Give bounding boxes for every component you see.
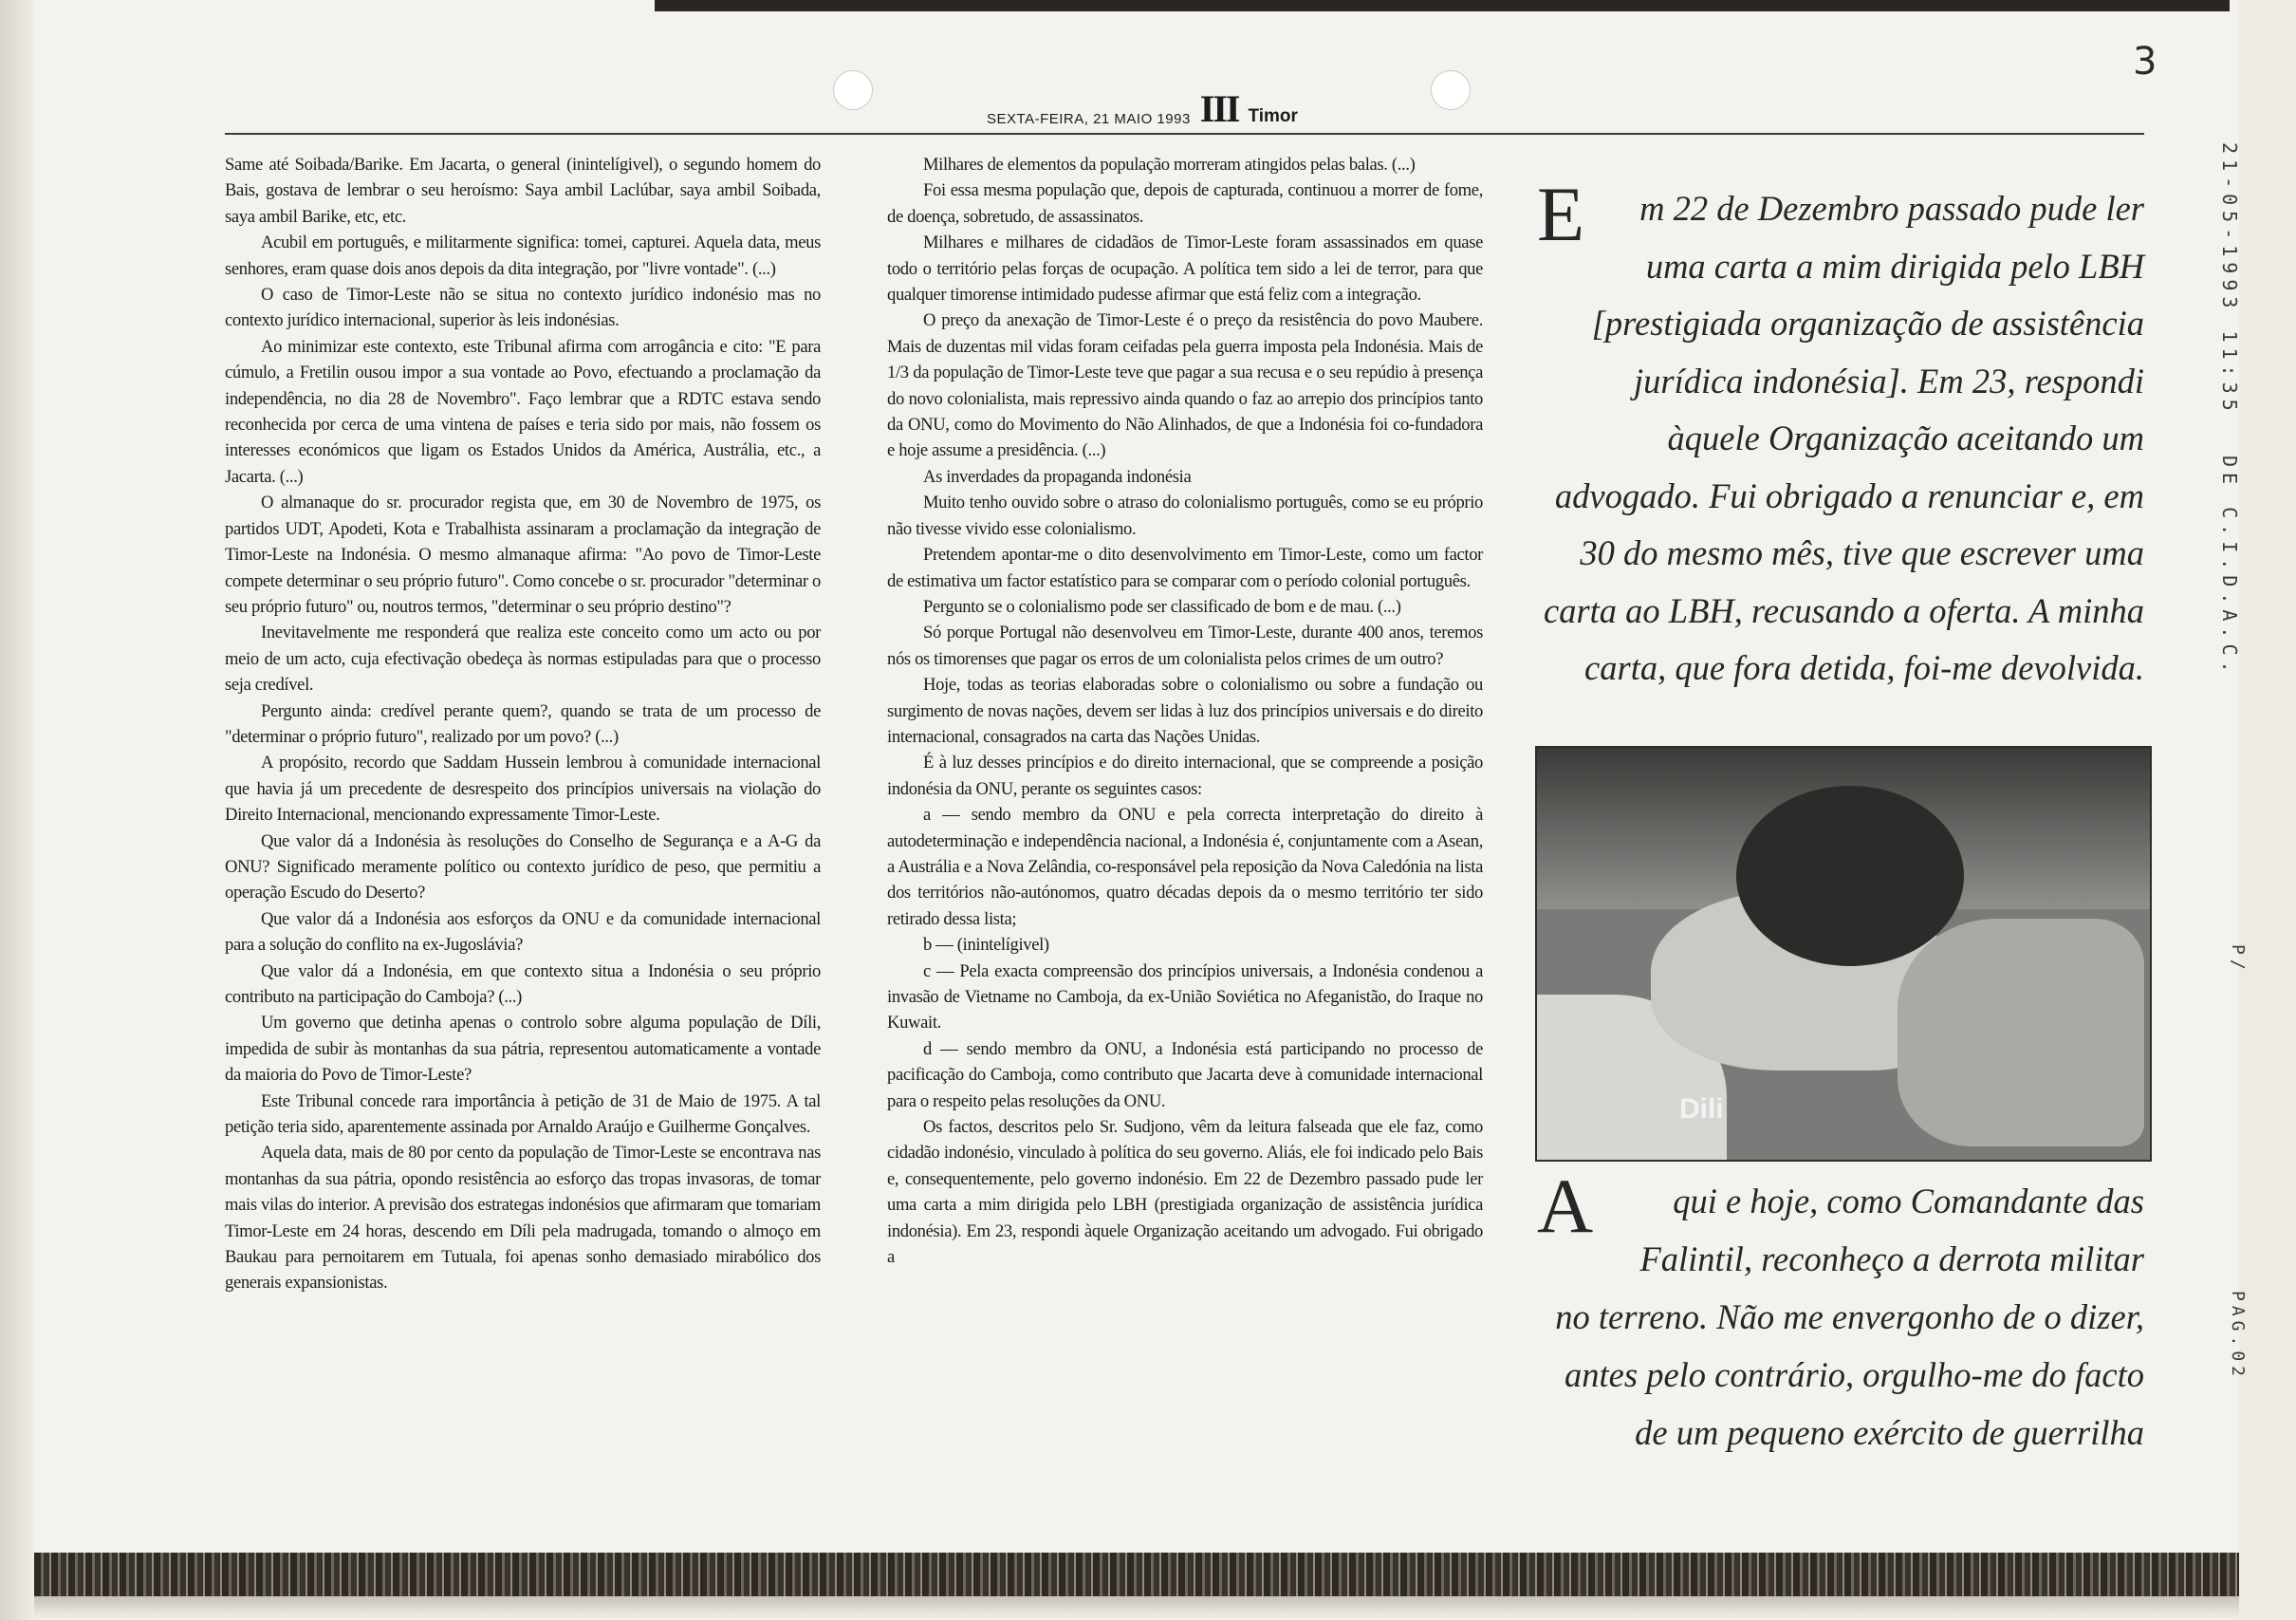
paragraph: Só porque Portugal não desenvolveu em Timor-Leste, durante 400 anos, teremos nós os timorenses que pagar os erros de um colonialista pelos crimes de um outro?	[887, 623, 1483, 669]
paragraph: Same até Soibada/Barike. Em Jacarta, o general (inintelígivel), o segundo homem do Bais, gostava de lembrar o seu heroísmo: Saya ambil Laclúbar, saya ambil Soibada, saya ambil Barike, etc, etc.	[225, 155, 821, 227]
page-header	[987, 87, 1298, 130]
paragraph: Pretendem apontar-me o dito desenvolvimento em Timor-Leste, como um factor de estimativa um factor estatístico para se comparar com o período colonial português.	[887, 545, 1483, 591]
paragraph: Este Tribunal concede rara importância à petição de 31 de Maio de 1975. A tal petição teria sido, aparentemente assinada por Arnaldo Araújo e Guilherme Gonçalves.	[225, 1090, 821, 1138]
paragraph: b — (inintelígivel)	[923, 935, 1049, 956]
paragraph: Que valor dá a Indonésia às resoluções do Conselho de Segurança e a A-G da ONU? Significado meramente político ou contexto jurídico de peso, que permitiu a operação Escudo do Deserto?	[225, 830, 821, 903]
paragraph: Acubil em português, e militarmente significa: tomei, capturei. Aquela data, meus senhores, eram quase dois anos depois da dita integração, por "livre vontade". (...)	[225, 233, 821, 279]
paragraph: Hoje, todas as teorias elaboradas sobre o colonialismo ou sobre a fundação ou surgimento de novas nações, devem ser lidas à luz dos princípios universais e do direito internacional, consagrados na carta das Nações Unidas.	[887, 675, 1483, 747]
top-scan-bar	[655, 0, 2230, 11]
fax-timestamp: 21-05-1993 11:35	[2218, 142, 2241, 417]
punch-hole-right	[1431, 70, 1471, 110]
article-column-2	[887, 152, 1483, 1270]
paragraph: Que valor dá a Indonésia aos esforços da ONU e da comunidade internacional para a solução do conflito na ex-Jugoslávia?	[225, 908, 821, 956]
paragraph: Um governo que detinha apenas o controlo sobre alguma população de Díli, impedida de subir às montanhas da sua pátria, representou automaticamente a vontade da maioria do Povo de Timor-Leste?	[225, 1013, 821, 1086]
pull-quote-text: qui e hoje, como Comandante das Falintil, reconheço a derrota militar no terreno. Não me envergonho de o dizer, antes pelo contrário, orgulho-me do facto de um pequeno exército de guerrilha	[1555, 1182, 2144, 1452]
paragraph: Milhares e milhares de cidadãos de Timor-Leste foram assassinados em quase todo o território pelas forças de ocupação. A política tem sido a lei de terror, para que qualquer timorense intimidado pudesse afirmar que está feliz com a integração.	[887, 233, 1483, 306]
fax-mark: P/	[2228, 944, 2248, 975]
dropcap: E	[1537, 171, 1585, 257]
news-photo	[1535, 746, 2152, 1162]
header-rule	[225, 133, 2144, 135]
paragraph: Inevitavelmente me responderá que realiza este conceito como um acto ou por meio de um acto, cuja efectivação obedeça às normas estipuladas para que o processo seja credível.	[225, 623, 821, 696]
photo-figure	[1898, 919, 2144, 1146]
paragraph: Milhares de elementos da população morreram atingidos pelas balas. (...)	[923, 155, 1416, 175]
paragraph: Que valor dá a Indonésia, em que contexto situa a Indonésia o seu próprio contributo na participação do Camboja? (...)	[225, 960, 821, 1007]
bottom-scan-band	[34, 1553, 2239, 1596]
page-left-edge	[0, 0, 34, 1620]
article-column-1	[225, 152, 821, 1296]
pull-quote-text: m 22 de Dezembro passado pude ler uma carta a mim dirigida pelo LBH [prestigiada organização de assistência jurídica indonésia]. Em 23, respondi àquele Organização aceitando um advogado. Fui obrigado a renunciar e, em 30 do mesmo mês, tive que escrever uma carta ao LBH, recusando a oferta. A minha carta, que fora detida, foi-me devolvida.	[1544, 189, 2144, 687]
paragraph: Os factos, descritos pelo Sr. Sudjono, vêm da leitura falseada que ele faz, como cidadão indonésio, vinculado à política do seu governo. Aliás, ele foi indicado pelo Bais e, consequentemente, pelo governo indonésio. Em 22 de Dezembro passado pude ler uma carta a mim dirigida pelo LBH (prestigiada organização de assistência jurídica indonésia). Em 23, respondi àquele Organização aceitando um advogado. Fui obrigado a	[887, 1117, 1483, 1268]
paragraph: Pergunto se o colonialismo pode ser classificado de bom e de mau. (...)	[923, 596, 1401, 617]
header-date: SEXTA-FEIRA, 21 MAIO 1993	[987, 111, 1191, 127]
paragraph: Ao minimizar este contexto, este Tribunal afirma com arrogância e cito: "E para cúmulo, a Fretilin ousou impor a sua vontade ao Povo, efectuando a proclamação da independência, no dia 28 de Novembro". Faço lembrar que a RDTC estava sendo reconhecida por cerca de uma vintena de países e teria sido por mais, não fossem os interesses económicos que ligam os Estados Unidos da América, Austrália, etc., a Jacarta. (...)	[225, 336, 821, 487]
paragraph: A propósito, recordo que Saddam Hussein lembrou à comunidade internacional que havia já um precedente de desrespeito dos princípios universais na violação do Direito Internacional, mencionando expressamente Timor-Leste.	[225, 753, 821, 826]
page-right-margin	[2239, 0, 2296, 1620]
paragraph: Aquela data, mais de 80 por cento da população de Timor-Leste se encontrava nas montanhas da sua pátria, opondo resistência ao esforço das tropas invasoras, de tomar mais vilas do interior. A previsão dos estrategas indonésios que afirmaram que tomariam Timor-Leste em 24 horas, descendo em Díli pela madrugada, tomando o almoço em Baukau para pernoitarem em Tutuala, foi apenas sonho demasiado mirabólico dos generais expansionistas.	[225, 1143, 821, 1294]
paragraph: Foi essa mesma população que, depois de capturada, continuou a morrer de fome, de doença, sobretudo, de assassinatos.	[887, 180, 1483, 227]
paragraph: d — sendo membro da ONU, a Indonésia está participando no processo de pacificação do Camboja, como contributo que Jacarta deve à comunidade internacional para o respeito pelas resoluções da ONU.	[887, 1038, 1483, 1111]
paragraph: a — sendo membro da ONU e pela correcta interpretação do direito à autodeterminação e independência nacional, a Indonésia é, conjuntamente com a Asean, a Austrália e a Nova Zelândia, co-responsável pela reposição da Nova Caledónia na lista dos territórios não-autónomos, quatro décadas depois da o mesmo território ter sido retirado dessa lista;	[887, 805, 1483, 929]
header-logo: III	[1199, 87, 1239, 130]
paragraph: O caso de Timor-Leste não se situa no contexto jurídico indonésio mas no contexto jurídico internacional, superior às leis indonésias.	[225, 285, 821, 331]
dropcap: A	[1537, 1163, 1594, 1249]
punch-hole-left	[833, 70, 873, 110]
fax-source: DE C.I.D.A.C.	[2218, 456, 2241, 679]
subheading: As inverdades da propaganda indonésia	[923, 466, 1192, 487]
page-number: 3	[2133, 40, 2157, 84]
bottom-scan-shadow	[34, 1596, 2239, 1620]
paragraph: É à luz desses princípios e do direito internacional, que se compreende a posição indonésia da ONU, perante os seguintes casos:	[887, 753, 1483, 799]
pull-quote-bottom	[1537, 1163, 2144, 1462]
paragraph: O preço da anexação de Timor-Leste é o preço da resistência do povo Maubere. Mais de duzentas mil vidas foram ceifadas pela guerra imposta pela Indonésia. Mais de 1/3 da população de Timor-Leste teve que pagar a sua recusa e o seu repúdio à presença do novo colonialista, mais repressivo ainda quando o faz ao arrepio dos princípios tanto da ONU, como do Movimento do Não Alinhados, de que a Indonésia foi co-fundadora e hoje assume a presidência. (...)	[887, 310, 1483, 461]
pull-quote-top	[1537, 171, 2144, 698]
fax-page: PAG.02	[2228, 1291, 2248, 1382]
paragraph: c — Pela exacta compreensão dos princípios universais, a Indonésia condenou a invasão de Vietname no Camboja, da ex-União Soviética no Afeganistão, do Iraque no Kuwait.	[887, 960, 1483, 1033]
paragraph: O almanaque do sr. procurador regista que, em 30 de Novembro de 1975, os partidos UDT, Apodeti, Kota e Trabalhista assinaram a proclamação da integração de Timor-Leste na Indonésia. O mesmo almanaque afirma: "Ao povo de Timor-Leste compete determinar o seu próprio futuro". Como concebe o sr. procurador "determinar o seu próprio futuro" ou, noutros termos, "determinar o seu próprio destino"?	[225, 493, 821, 617]
photo-caption: Dili	[1679, 1093, 1724, 1125]
paragraph: Pergunto ainda: credível perante quem?, quando se trata de um processo de "determinar o próprio futuro", realizado por um povo? (...)	[225, 700, 821, 747]
paragraph: Muito tenho ouvido sobre o atraso do colonialismo português, como se eu próprio não tivesse vivido esse colonialismo.	[887, 493, 1483, 539]
photo-figure	[1736, 786, 1964, 966]
header-section: Timor	[1248, 106, 1298, 126]
